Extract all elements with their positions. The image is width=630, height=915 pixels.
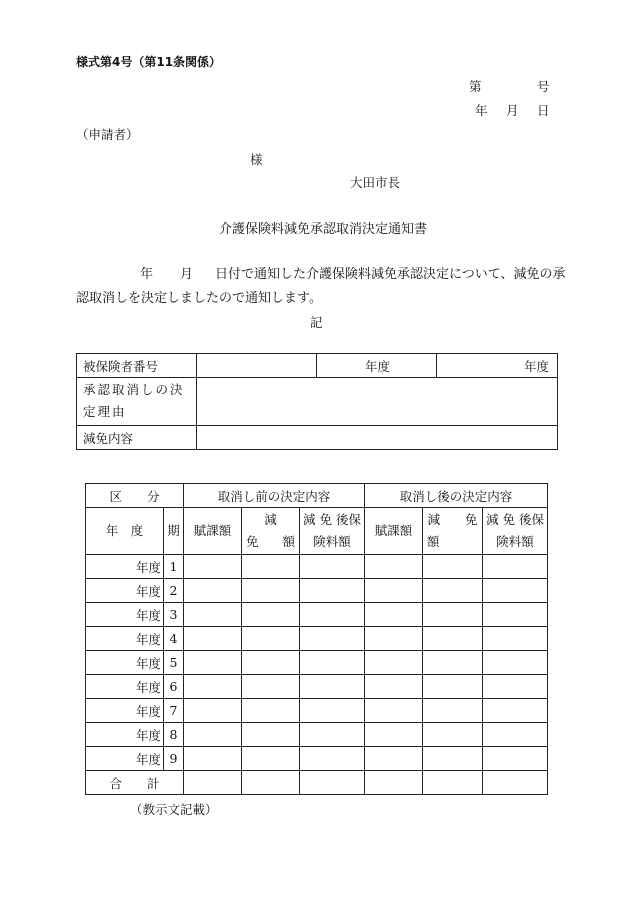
body-year: 年 (140, 267, 154, 282)
amount-cell (242, 627, 300, 651)
amount-cell (184, 627, 242, 651)
amount-cell (423, 747, 483, 771)
sama-label: 様 (250, 152, 263, 167)
row-period: 7 (164, 699, 184, 723)
before-after-exempt-header: 減 免 後保険料額 (300, 508, 365, 555)
row-nendo: 年度 (86, 603, 164, 627)
amount-cell (184, 555, 242, 579)
amount-cell (483, 699, 548, 723)
form-number: 様式第4号（第11条関係） (76, 55, 222, 69)
amount-cell (300, 747, 365, 771)
amount-cell (184, 675, 242, 699)
body-line2: 認取消しを決定しましたので通知します。 (76, 291, 322, 306)
amount-cell (184, 723, 242, 747)
table-row (86, 627, 548, 651)
before-header: 取消し前の決定内容 (184, 484, 365, 508)
amount-cell (483, 603, 548, 627)
amount-cell (365, 699, 423, 723)
total-cell (423, 771, 483, 795)
row-period: 5 (164, 651, 184, 675)
table-row (86, 603, 548, 627)
amount-cell (483, 723, 548, 747)
amount-cell (300, 651, 365, 675)
amount-cell (184, 699, 242, 723)
reason-label: 承認取消しの決定理由 (77, 378, 197, 426)
amount-cell (300, 723, 365, 747)
amount-cell (184, 651, 242, 675)
kubun-header: 区 分 (86, 484, 184, 508)
row-period: 1 (164, 555, 184, 579)
amount-cell (423, 723, 483, 747)
row-nendo: 年度 (86, 699, 164, 723)
amount-cell (483, 651, 548, 675)
after-genmen-header: 減 免額 (423, 508, 483, 555)
amount-cell (423, 627, 483, 651)
amount-cell (365, 579, 423, 603)
amount-cell (423, 651, 483, 675)
insured-number-value (197, 354, 317, 378)
amount-cell (365, 675, 423, 699)
table-row (86, 651, 548, 675)
date-year: 年 (475, 103, 488, 118)
amount-cell (423, 699, 483, 723)
exemption-value (197, 426, 558, 450)
before-genmen-header: 減 免額 (242, 508, 300, 555)
row-nendo: 年度 (86, 579, 164, 603)
total-cell (300, 771, 365, 795)
row-period: 4 (164, 627, 184, 651)
amount-cell (242, 675, 300, 699)
nendo-cell-2: 年度 (437, 354, 558, 378)
table-row (86, 579, 548, 603)
amount-cell (300, 675, 365, 699)
amount-cell (483, 675, 548, 699)
amount-cell (300, 699, 365, 723)
instruction-note: （教示文記載） (130, 802, 218, 817)
row-nendo: 年度 (86, 627, 164, 651)
date-month: 月 (506, 103, 519, 118)
insured-number-label: 被保険者番号 (77, 354, 197, 378)
info-table (76, 353, 558, 450)
amount-cell (365, 651, 423, 675)
doc-number-dai: 第 (469, 79, 482, 94)
row-nendo: 年度 (86, 555, 164, 579)
amount-cell (423, 603, 483, 627)
nendo-cell-1: 年度 (317, 354, 437, 378)
amount-cell (242, 555, 300, 579)
total-cell (184, 771, 242, 795)
after-after-exempt-header: 減 免 後保険料額 (483, 508, 548, 555)
row-nendo: 年度 (86, 747, 164, 771)
table-row (86, 699, 548, 723)
row-period: 6 (164, 675, 184, 699)
row-period: 9 (164, 747, 184, 771)
amount-cell (242, 699, 300, 723)
amount-cell (242, 747, 300, 771)
after-fuka-header: 賦課額 (365, 508, 423, 555)
after-header: 取消し後の決定内容 (365, 484, 548, 508)
reason-value (197, 378, 558, 426)
amount-cell (184, 603, 242, 627)
total-cell (483, 771, 548, 795)
total-cell (242, 771, 300, 795)
amount-cell (242, 579, 300, 603)
amount-cell (184, 747, 242, 771)
table-row (86, 723, 548, 747)
ki-label: 記 (310, 315, 323, 330)
amount-cell (365, 747, 423, 771)
total-cell (365, 771, 423, 795)
row-period: 3 (164, 603, 184, 627)
ki-header: 期 (164, 508, 184, 555)
document-title: 介護保険料減免承認取消決定通知書 (219, 222, 428, 237)
amount-cell (483, 579, 548, 603)
amount-cell (242, 603, 300, 627)
amount-cell (300, 627, 365, 651)
table-row (86, 675, 548, 699)
body-line1: 日付で通知した介護保険料減免承認決定について、減免の承 (215, 267, 566, 282)
date-day: 日 (537, 103, 550, 118)
amount-cell (300, 603, 365, 627)
table-row (86, 747, 548, 771)
row-period: 8 (164, 723, 184, 747)
amount-cell (365, 627, 423, 651)
amount-cell (365, 603, 423, 627)
amount-cell (483, 747, 548, 771)
amount-cell (365, 555, 423, 579)
amount-cell (300, 579, 365, 603)
nendo-header: 年 度 (86, 508, 164, 555)
issuer-name: 大田市長 (350, 175, 401, 190)
amount-cell (423, 579, 483, 603)
table-row (86, 555, 548, 579)
amount-cell (300, 555, 365, 579)
row-nendo: 年度 (86, 723, 164, 747)
body-month: 月 (180, 267, 194, 282)
amount-cell (483, 555, 548, 579)
amount-cell (423, 675, 483, 699)
row-nendo: 年度 (86, 651, 164, 675)
amount-cell (242, 723, 300, 747)
amount-cell (423, 555, 483, 579)
before-fuka-header: 賦課額 (184, 508, 242, 555)
applicant-label: （申請者） (76, 127, 139, 142)
total-label: 合 計 (86, 771, 184, 795)
amount-cell (184, 579, 242, 603)
amount-cell (365, 723, 423, 747)
amount-cell (483, 627, 548, 651)
exemption-label: 減免内容 (77, 426, 197, 450)
row-period: 2 (164, 579, 184, 603)
doc-number-go: 号 (537, 79, 550, 94)
detail-table (85, 483, 548, 795)
row-nendo: 年度 (86, 675, 164, 699)
amount-cell (242, 651, 300, 675)
